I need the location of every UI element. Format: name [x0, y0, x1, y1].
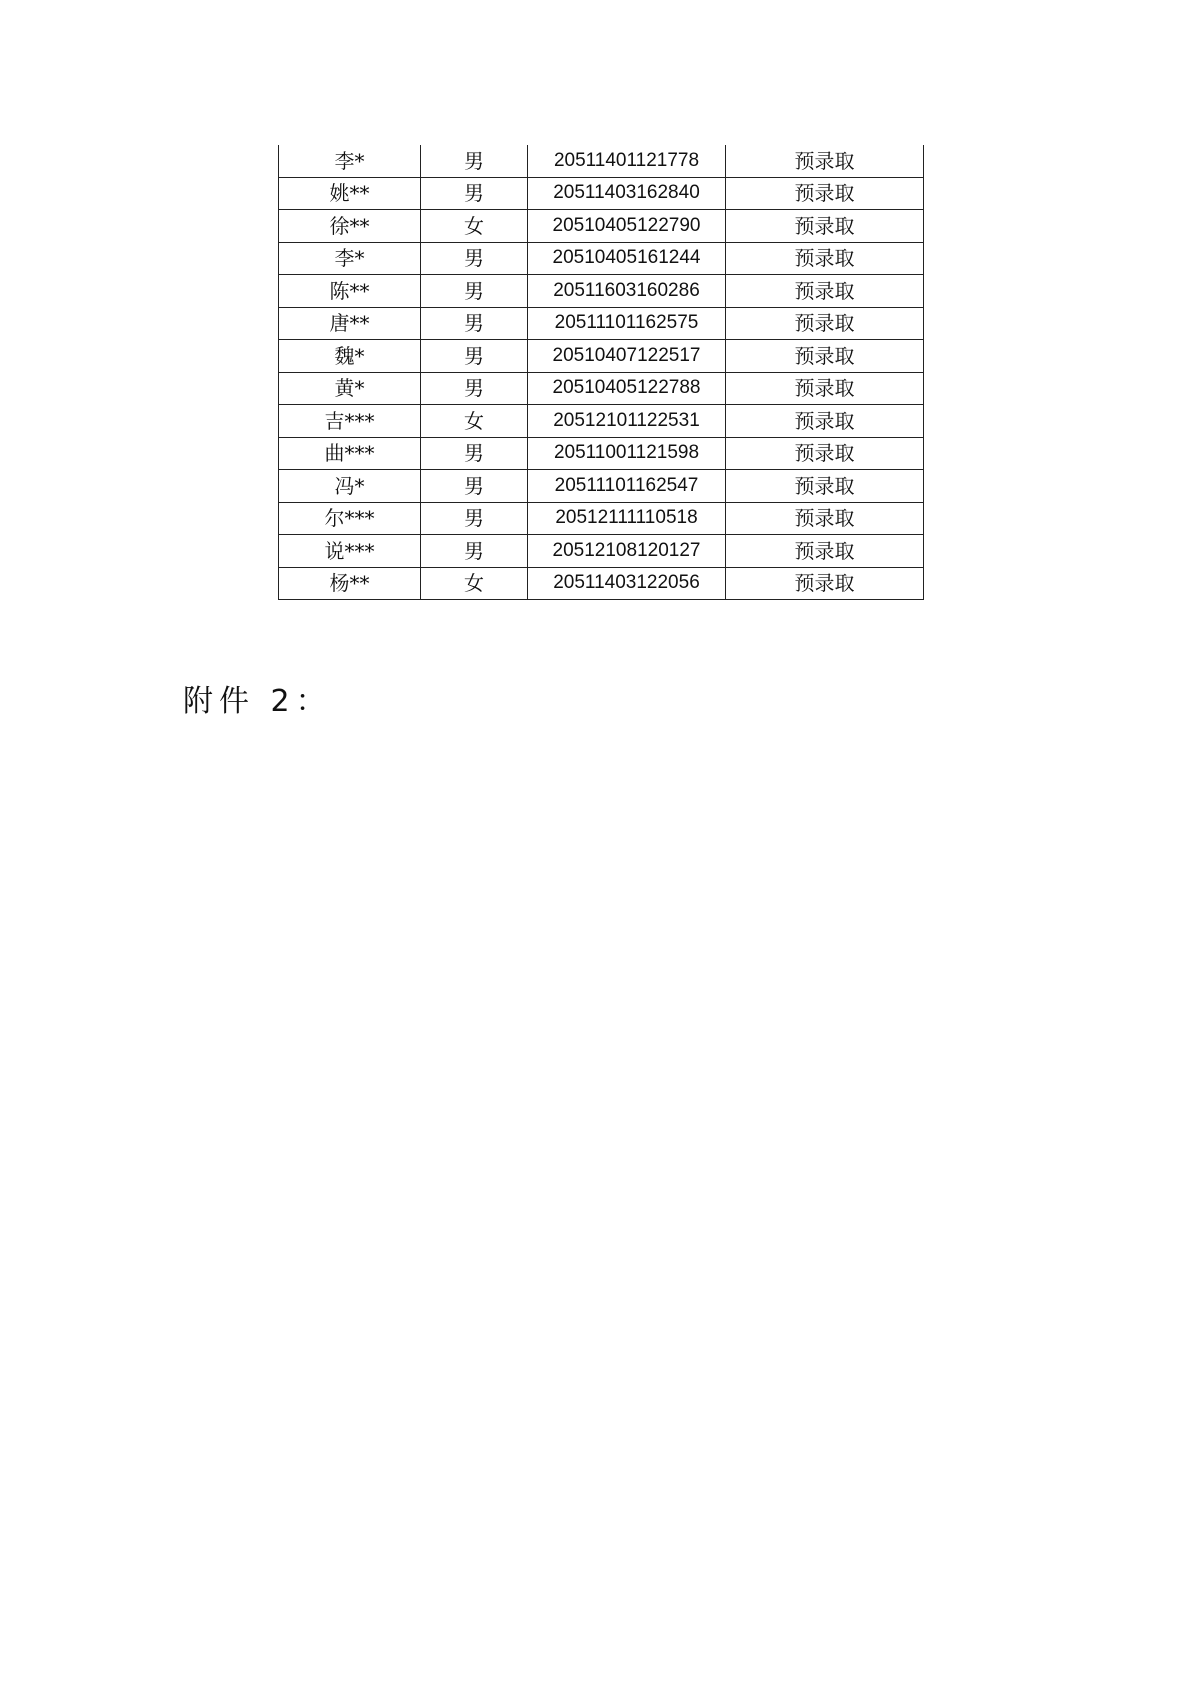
exam-id-cell: 20511101162547	[528, 470, 726, 503]
status-cell: 预录取	[726, 470, 924, 503]
exam-id-cell: 20510407122517	[528, 340, 726, 373]
exam-id-cell: 20512101122531	[528, 405, 726, 438]
name-cell: 唐**	[279, 307, 421, 340]
name-cell: 杨**	[279, 567, 421, 600]
exam-id-cell: 20511403122056	[528, 567, 726, 600]
name-cell: 黄*	[279, 372, 421, 405]
gender-cell: 男	[421, 177, 528, 210]
status-cell: 预录取	[726, 502, 924, 535]
status-cell: 预录取	[726, 275, 924, 308]
table-row	[279, 437, 924, 470]
name-cell: 冯*	[279, 470, 421, 503]
name-cell: 曲***	[279, 437, 421, 470]
name-cell: 吉***	[279, 405, 421, 438]
table-row	[279, 210, 924, 243]
exam-id-cell: 20512108120127	[528, 535, 726, 568]
table-row	[279, 405, 924, 438]
name-cell: 尔***	[279, 502, 421, 535]
table-row	[279, 372, 924, 405]
exam-id-cell: 20511603160286	[528, 275, 726, 308]
status-cell: 预录取	[726, 177, 924, 210]
gender-cell: 男	[421, 437, 528, 470]
status-cell: 预录取	[726, 405, 924, 438]
status-cell: 预录取	[726, 210, 924, 243]
exam-id-cell: 20511403162840	[528, 177, 726, 210]
name-cell: 徐**	[279, 210, 421, 243]
attachment-heading: 附件 2：	[183, 684, 332, 719]
table-row	[279, 502, 924, 535]
gender-cell: 男	[421, 307, 528, 340]
table-row	[279, 535, 924, 568]
gender-cell: 男	[421, 145, 528, 177]
status-cell: 预录取	[726, 307, 924, 340]
table-row	[279, 567, 924, 600]
table-row	[279, 307, 924, 340]
status-cell: 预录取	[726, 340, 924, 373]
admission-roster-table	[278, 145, 924, 600]
name-cell: 姚**	[279, 177, 421, 210]
gender-cell: 女	[421, 405, 528, 438]
exam-id-cell: 20512111110518	[528, 502, 726, 535]
exam-id-cell: 20511101162575	[528, 307, 726, 340]
gender-cell: 男	[421, 340, 528, 373]
status-cell: 预录取	[726, 437, 924, 470]
roster-table-body	[279, 145, 924, 600]
exam-id-cell: 20511401121778	[528, 145, 726, 177]
exam-id-cell: 20510405122788	[528, 372, 726, 405]
status-cell: 预录取	[726, 567, 924, 600]
gender-cell: 女	[421, 210, 528, 243]
exam-id-cell: 20510405161244	[528, 242, 726, 275]
status-cell: 预录取	[726, 372, 924, 405]
table-row	[279, 470, 924, 503]
name-cell: 陈**	[279, 275, 421, 308]
table-row	[279, 340, 924, 373]
status-cell: 预录取	[726, 535, 924, 568]
table-row	[279, 177, 924, 210]
gender-cell: 女	[421, 567, 528, 600]
gender-cell: 男	[421, 372, 528, 405]
name-cell: 李*	[279, 145, 421, 177]
table-row	[279, 242, 924, 275]
table-row	[279, 275, 924, 308]
table-row	[279, 145, 924, 177]
status-cell: 预录取	[726, 145, 924, 177]
name-cell: 魏*	[279, 340, 421, 373]
exam-id-cell: 20511001121598	[528, 437, 726, 470]
gender-cell: 男	[421, 535, 528, 568]
name-cell: 李*	[279, 242, 421, 275]
gender-cell: 男	[421, 275, 528, 308]
gender-cell: 男	[421, 470, 528, 503]
name-cell: 说***	[279, 535, 421, 568]
gender-cell: 男	[421, 502, 528, 535]
status-cell: 预录取	[726, 242, 924, 275]
gender-cell: 男	[421, 242, 528, 275]
exam-id-cell: 20510405122790	[528, 210, 726, 243]
